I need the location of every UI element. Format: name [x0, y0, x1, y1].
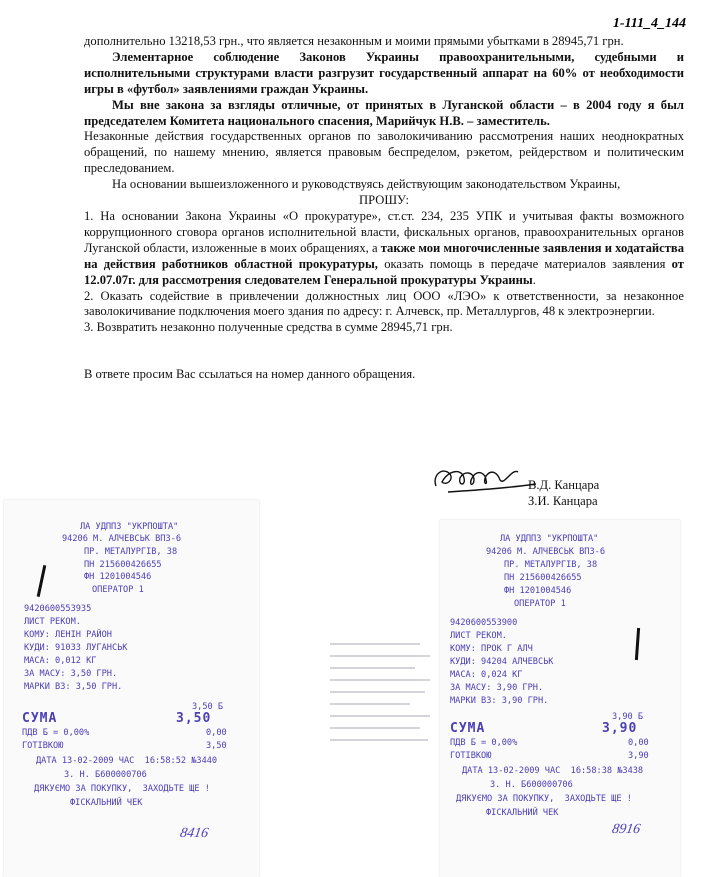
receipt-line: ДАТА 13-02-2009 ЧАС 16:58:38 №3438 — [462, 766, 644, 776]
receipt-line: 94206 М. АЛЧЕВСЬК ВПЗ-6 — [62, 534, 181, 544]
receipt-line: ДАТА 13-02-2009 ЧАС 16:58:52 №3440 — [36, 756, 218, 766]
receipt-line: ФІСКАЛЬНИЙ ЧЕК — [70, 798, 143, 808]
request-item-2: 2. Оказать содействие в привлечении должностных лиц ООО «ЛЭО» к ответственности, за незаконное заволокичивание подключения моего здания по адресу: г. Алчевск, пр. Металлургов, 48 к электроэнергии. — [84, 288, 684, 319]
paragraph-outlaw: Мы вне закона за взгляды отличные, от принятых в Луганской области – в 2004 году я был председателем Комитета национального спасения, Марийчук Н.В. – заместитель. — [84, 97, 684, 128]
receipt-line: МАСА: 0,024 КГ — [450, 670, 523, 680]
receipt-line: ПР. МЕТАЛУРГІВ, 38 — [504, 560, 598, 570]
receipt-line: ЗА МАСУ: 3,50 ГРН. — [24, 669, 118, 679]
receipt-line: КОМУ: ПРОК Г АЛЧ — [450, 644, 533, 654]
receipt-total-label: СУМА — [22, 711, 58, 726]
item1-text-c: оказать помощь в передаче материалов заявления — [377, 256, 672, 271]
receipt-total-value: 3,50 — [176, 711, 212, 726]
receipt-line: 3,50 — [206, 741, 227, 751]
receipt-line: ПДВ Б = 0,00% — [22, 728, 90, 738]
receipt-line: ЗА МАСУ: 3,90 ГРН. — [450, 683, 544, 693]
receipt-line: ПДВ Б = 0,00% — [450, 738, 518, 748]
receipt-line: ОПЕРАТОР 1 — [92, 585, 144, 595]
receipt-line: ФН 1201004546 — [504, 586, 572, 596]
receipt-total-value: 3,90 — [602, 721, 638, 736]
receipt-line: ФІСКАЛЬНИЙ ЧЕК — [486, 808, 559, 818]
signer-name-1: В.Д. Канцара — [528, 478, 600, 492]
receipt-line: МАСА: 0,012 КГ — [24, 656, 97, 666]
receipt-line: МАРКИ ВЗ: 3,90 ГРН. — [450, 696, 549, 706]
receipt-line: ПН 215600426655 — [504, 573, 582, 583]
request-item-3: 3. Возвратить незаконно полученные средства в сумме 28945,71 грн. — [84, 320, 453, 335]
document-id: 1-111_4_144 — [612, 16, 686, 31]
request-heading: ПРОШУ: — [359, 193, 409, 208]
receipt-line: КУДИ: 94204 АЛЧЕВСЬК — [450, 657, 554, 667]
receipt-line: КОМУ: ЛЕНІН РАЙОН — [24, 630, 112, 640]
paragraph-laws: Элементарное соблюдение Законов Украины правоохранительными, судебными и исполнительными структурами власти разгрузит государственный аппарат на 60% от необходимости игры в «футбол» заявлениями граждан Украины. — [84, 49, 684, 96]
receipt-line: ГОТІВКОЮ — [22, 741, 64, 751]
receipt-line: 0,00 — [628, 738, 649, 748]
item1-text-b: также мои многочисленные заявления и ходатайства на действия работников областной прокуратуры, — [84, 240, 684, 271]
receipt-line: ПР. МЕТАЛУРГІВ, 38 — [84, 547, 178, 557]
handwritten-number-right: 8916 — [610, 822, 642, 837]
receipt-line: З. Н. Б600000706 — [64, 770, 147, 780]
receipt-line: ДЯКУЄМО ЗА ПОКУПКУ, ЗАХОДЬТЕ ЩЕ ! — [34, 784, 210, 794]
receipt-line: 9420600553900 — [450, 618, 518, 628]
paragraph-basis: На основании вышеизложенного и руководствуясь действующим законодательством Украины, — [112, 177, 621, 192]
item1-text-e: . — [532, 272, 536, 287]
paragraph-losses: дополнительно 13218,53 грн., что является незаконным и моими прямыми убытками в 28945,71 грн. — [84, 34, 624, 48]
receipt-line: ПН 215600426655 — [84, 560, 162, 570]
receipt-line: ГОТІВКОЮ — [450, 751, 492, 761]
receipt-line: ДЯКУЄМО ЗА ПОКУПКУ, ЗАХОДЬТЕ ЩЕ ! — [456, 794, 632, 804]
receipt-line: 94206 М. АЛЧЕВСЬК ВПЗ-6 — [486, 547, 605, 557]
receipt-line: ЛИСТ РЕКОМ. — [450, 631, 507, 641]
receipt-line: КУДИ: 91033 ЛУГАНСЬК — [24, 643, 128, 653]
receipt-line: ЛА УДППЗ "УКРПОШТА" — [500, 534, 599, 544]
receipt-line: 3,90 — [628, 751, 649, 761]
receipt-line: 0,00 — [206, 728, 227, 738]
receipt-line: 3,50 Б — [192, 702, 224, 712]
item1-text-d: от 12.07.07г. для рассмотрения следователем Генеральной прокуратуры Украины — [84, 256, 684, 287]
item1-text-a: 1. На основании Закона Украины «О прокуратуре», ст.ст. 234, 235 УПК и учитывая факты возможного коррупционного сговора органов исполнительной власти, фискальных органов, правоохранительных органов Луганской области, изложенные в моих обращениях, а — [84, 208, 684, 255]
handwritten-number-left: 8416 — [178, 826, 210, 841]
receipt-line: МАРКИ ВЗ: 3,50 ГРН. — [24, 682, 123, 692]
receipt-total-label: СУМА — [450, 721, 486, 736]
closing-line: В ответе просим Вас ссылаться на номер данного обращения. — [84, 367, 416, 382]
paragraph-illegal-actions: Незаконные действия государственных органов по заволокичиванию рассмотрения наших неоднократных обращений, по нашему мнению, является правовым беспределом, рэкетом, рейдерством и политическим преследованием. — [84, 129, 684, 176]
receipt-line: ЛА УДППЗ "УКРПОШТА" — [80, 522, 179, 532]
receipt-line: 3,90 Б — [612, 712, 644, 722]
receipt-line: ОПЕРАТОР 1 — [514, 599, 566, 609]
receipt-line: ФН 1201004546 — [84, 572, 152, 582]
receipt-line: ЛИСТ РЕКОМ. — [24, 617, 81, 627]
signer-name-2: З.И. Канцара — [528, 494, 598, 508]
receipt-line: З. Н. Б600000706 — [490, 780, 573, 790]
receipt-line: 9420600553935 — [24, 604, 92, 614]
